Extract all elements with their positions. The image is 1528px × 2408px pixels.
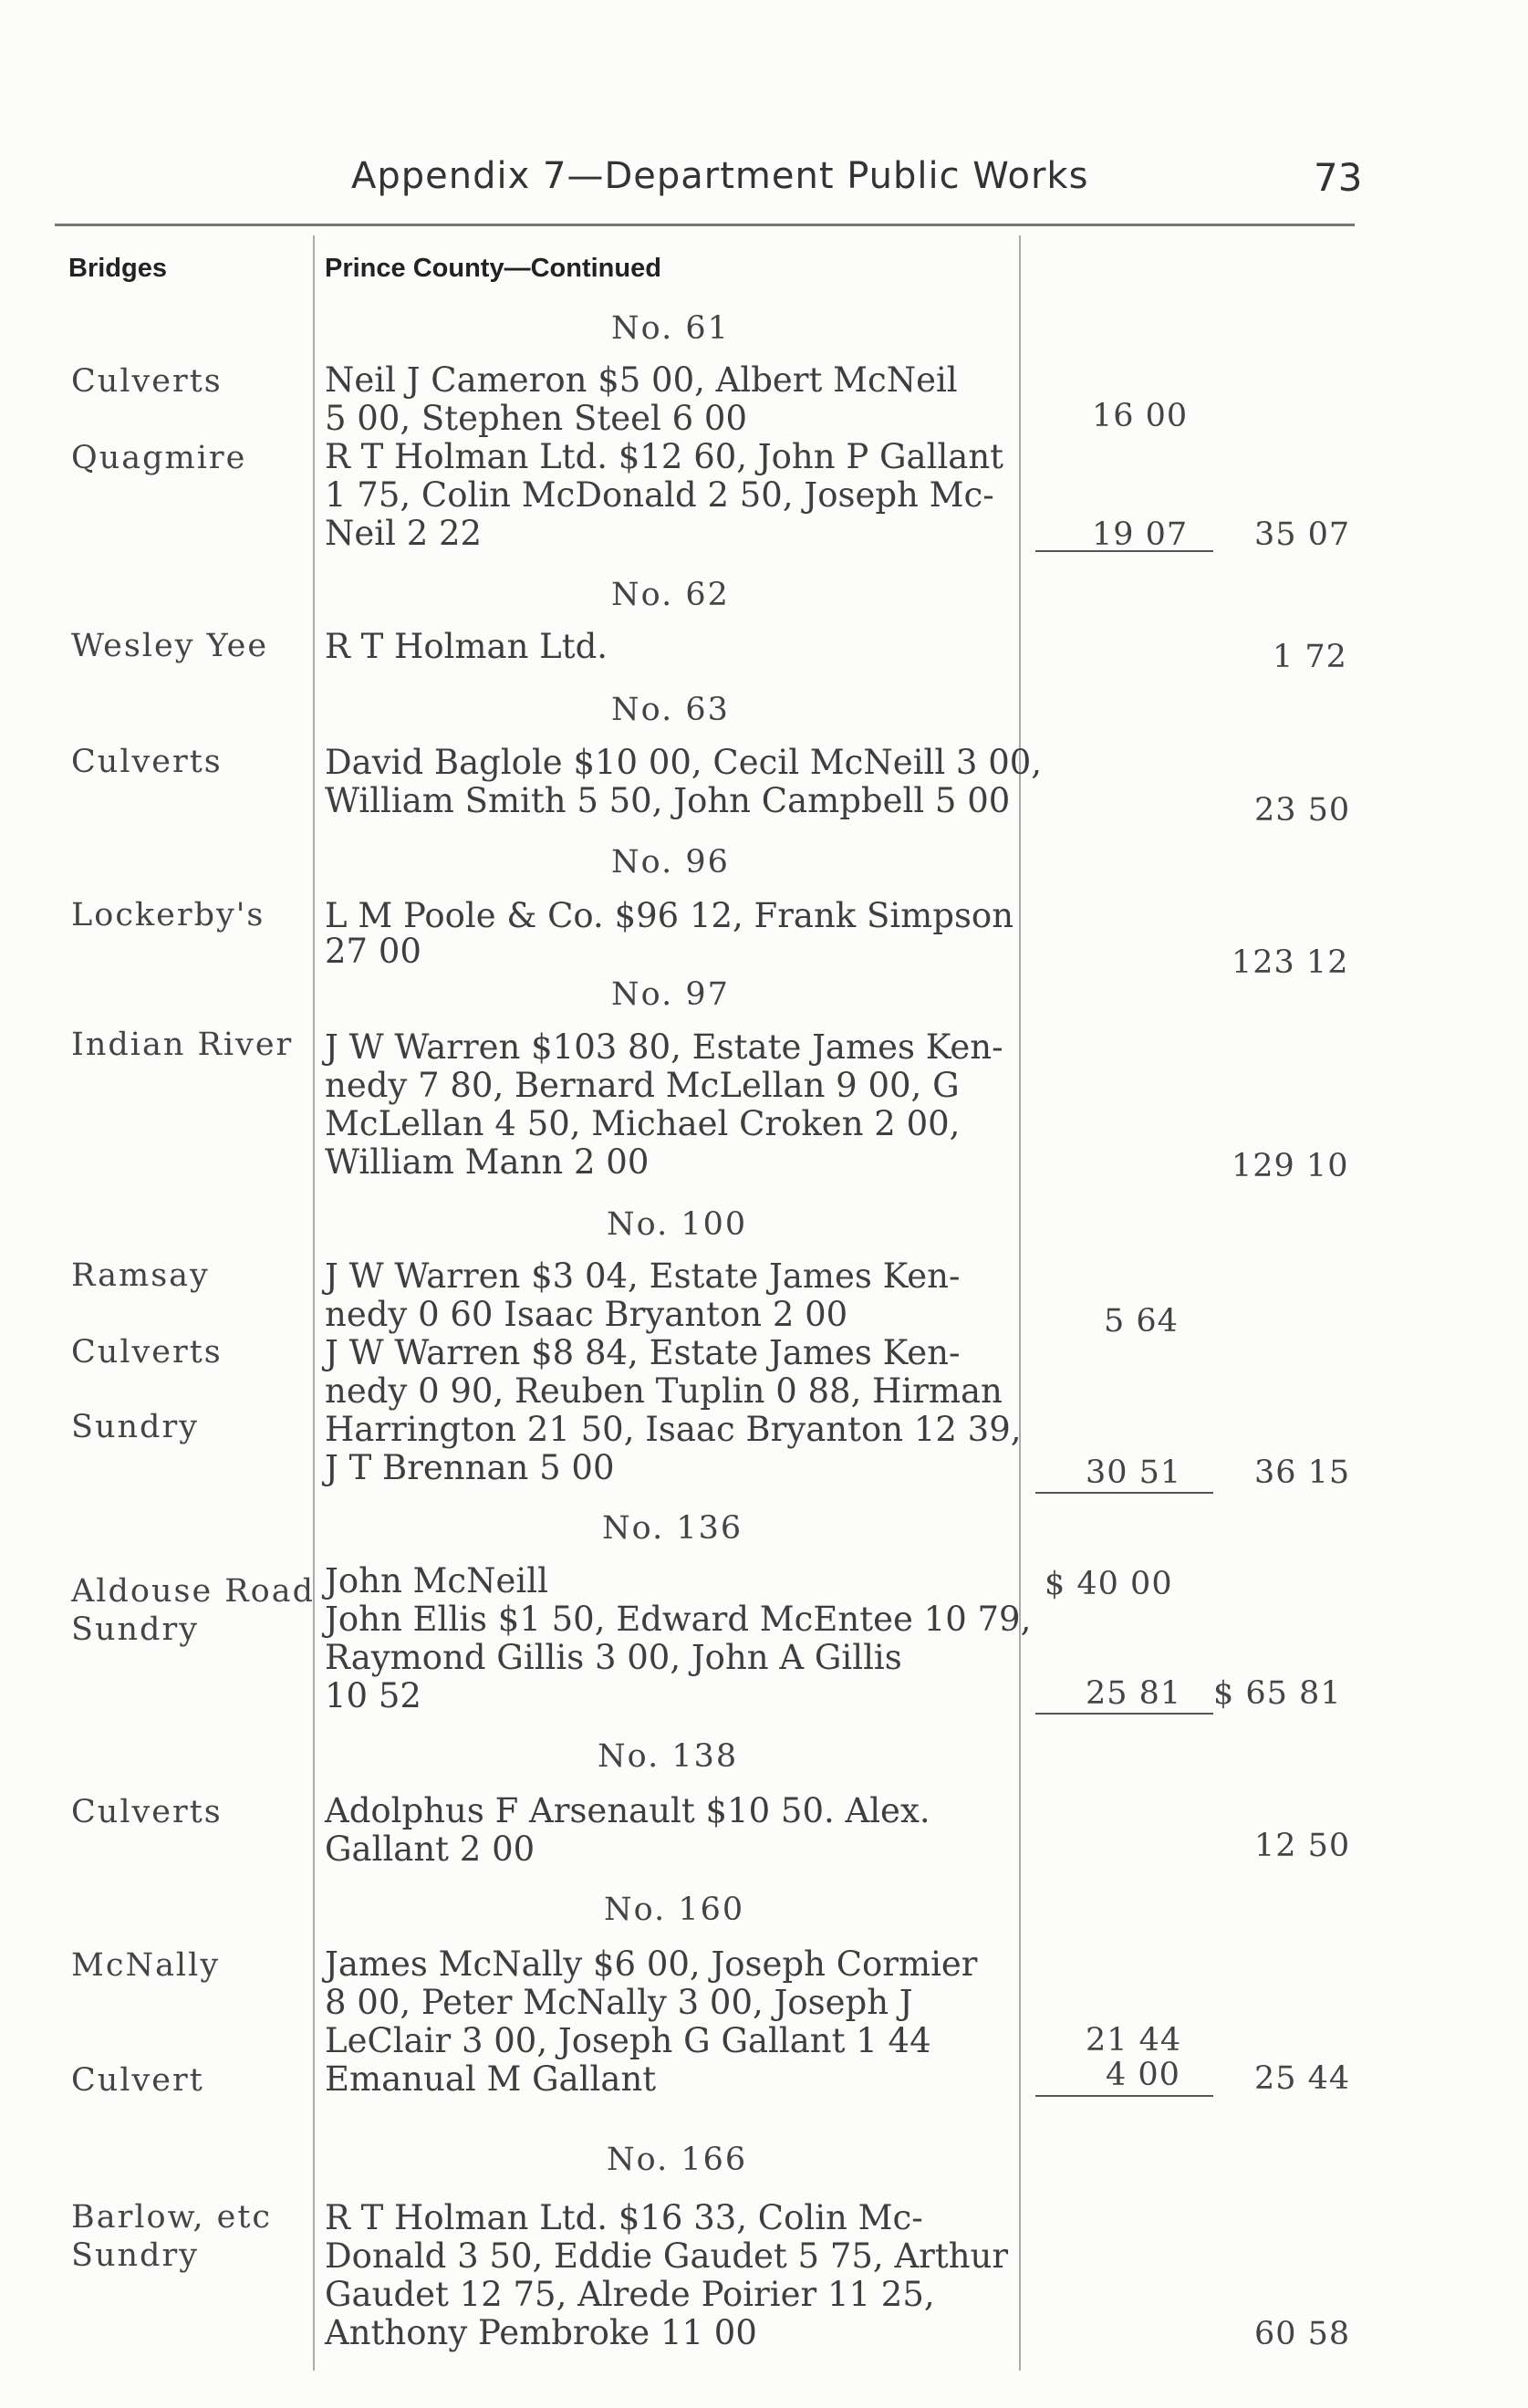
item-label: Sundry (71, 2237, 199, 2274)
item-label: McNally (71, 1947, 221, 1984)
description-line: William Mann 2 00 (325, 1142, 650, 1182)
item-label: Culverts (71, 1794, 223, 1830)
item-label: Sundry (71, 1611, 199, 1648)
item-label: Aldouse Road (71, 1573, 315, 1610)
item-label: Lockerby's (71, 897, 265, 933)
section-number: No. 160 (604, 1892, 745, 1928)
section-number: No. 62 (611, 577, 730, 613)
section-total: 36 15 (1254, 1454, 1351, 1491)
description-line: McLellan 4 50, Michael Croken 2 00, (325, 1104, 961, 1143)
item-label: Culverts (71, 744, 223, 780)
column-divider-right (1019, 235, 1021, 2371)
description-line: Gaudet 12 75, Alrede Poirier 11 25, (325, 2275, 935, 2314)
sub-amount: 30 51 (1086, 1454, 1182, 1491)
section-number: No. 138 (598, 1738, 739, 1775)
column-head-county: Prince County—Continued (325, 254, 661, 283)
section-total: $ 65 81 (1213, 1675, 1342, 1712)
sub-amount: 4 00 (1106, 2057, 1180, 2093)
description-line: Adolphus F Arsenault $10 50. Alex. (325, 1791, 930, 1830)
section-total: 25 44 (1254, 2060, 1351, 2097)
section-total: 60 58 (1254, 2316, 1351, 2352)
sub-amount: 16 00 (1092, 398, 1189, 434)
section-total: 23 50 (1254, 792, 1351, 829)
section-number: No. 100 (607, 1206, 748, 1243)
page-header-title: Appendix 7—Department Public Works (351, 155, 1089, 197)
sub-amount: 19 07 (1092, 516, 1189, 553)
description-line: Harrington 21 50, Isaac Bryanton 12 39, (325, 1410, 1022, 1449)
section-total: 12 50 (1254, 1828, 1351, 1864)
description-line: J W Warren $3 04, Estate James Ken- (325, 1256, 961, 1296)
description-line: nedy 0 90, Reuben Tuplin 0 88, Hirman (325, 1371, 1003, 1411)
subtotal-rule (1035, 1492, 1213, 1494)
description-line: R T Holman Ltd. $16 33, Colin Mc- (325, 2198, 923, 2237)
description-line: Donald 3 50, Eddie Gaudet 5 75, Arthur (325, 2236, 1009, 2276)
description-line: J T Brennan 5 00 (325, 1448, 615, 1487)
item-label: Barlow, etc (71, 2199, 273, 2236)
description-line: 5 00, Stephen Steel 6 00 (325, 399, 748, 438)
sub-amount: $ 40 00 (1045, 1566, 1173, 1602)
description-line: Neil J Cameron $5 00, Albert McNeil (325, 360, 958, 400)
description-line: John Ellis $1 50, Edward McEntee 10 79, (325, 1600, 1032, 1639)
section-number: No. 61 (611, 310, 730, 347)
description-line: 8 00, Peter McNally 3 00, Joseph J (325, 1983, 913, 2022)
section-number: No. 97 (611, 976, 730, 1013)
sub-amount: 25 81 (1086, 1675, 1182, 1712)
description-line: William Smith 5 50, John Campbell 5 00 (325, 781, 1011, 820)
sub-amount: 5 64 (1104, 1303, 1179, 1340)
item-label: Ramsay (71, 1257, 210, 1294)
description-line: John McNeill (325, 1561, 548, 1600)
description-line: David Baglole $10 00, Cecil McNeill 3 00, (325, 743, 1043, 782)
section-total: 1 72 (1273, 639, 1347, 675)
sub-amount: 21 44 (1086, 2022, 1182, 2059)
description-line: Emanual M Gallant (325, 2059, 657, 2099)
section-total: 35 07 (1254, 516, 1351, 553)
description-line: James McNally $6 00, Joseph Cormier (325, 1944, 978, 1984)
description-line: J W Warren $103 80, Estate James Ken- (325, 1027, 1003, 1067)
item-label: Quagmire (71, 440, 247, 476)
item-label: Culvert (71, 2062, 204, 2099)
description-line: LeClair 3 00, Joseph G Gallant 1 44 (325, 2021, 931, 2060)
item-label: Indian River (71, 1027, 294, 1063)
item-label: Wesley Yee (71, 628, 269, 664)
section-number: No. 96 (611, 844, 730, 881)
section-number: No. 136 (602, 1510, 743, 1547)
page-number: 73 (1314, 155, 1363, 200)
section-total: 123 12 (1232, 944, 1349, 981)
section-total: 129 10 (1232, 1148, 1349, 1184)
description-line: Neil 2 22 (325, 514, 483, 553)
section-number: No. 166 (607, 2142, 748, 2178)
description-line: 27 00 (325, 932, 421, 971)
description-line: R T Holman Ltd. $12 60, John P Gallant (325, 437, 1004, 476)
column-head-bridges: Bridges (68, 254, 167, 283)
description-line: 10 52 (325, 1676, 421, 1715)
header-rule (55, 224, 1355, 226)
description-line: nedy 7 80, Bernard McLellan 9 00, G (325, 1066, 960, 1105)
description-line: Raymond Gillis 3 00, John A Gillis (325, 1638, 902, 1677)
description-line: L M Poole & Co. $96 12, Frank Simpson (325, 896, 1014, 935)
item-label: Culverts (71, 363, 223, 400)
item-label: Sundry (71, 1409, 199, 1445)
description-line: Anthony Pembroke 11 00 (325, 2313, 757, 2352)
subtotal-rule (1035, 1713, 1213, 1715)
item-label: Culverts (71, 1334, 223, 1371)
description-line: 1 75, Colin McDonald 2 50, Joseph Mc- (325, 475, 994, 515)
section-number: No. 63 (611, 692, 730, 728)
description-line: nedy 0 60 Isaac Bryanton 2 00 (325, 1295, 848, 1334)
description-line: R T Holman Ltd. (325, 627, 608, 666)
description-line: J W Warren $8 84, Estate James Ken- (325, 1333, 961, 1372)
description-line: Gallant 2 00 (325, 1829, 535, 1869)
column-divider-left (313, 235, 315, 2371)
subtotal-rule (1035, 2095, 1213, 2097)
